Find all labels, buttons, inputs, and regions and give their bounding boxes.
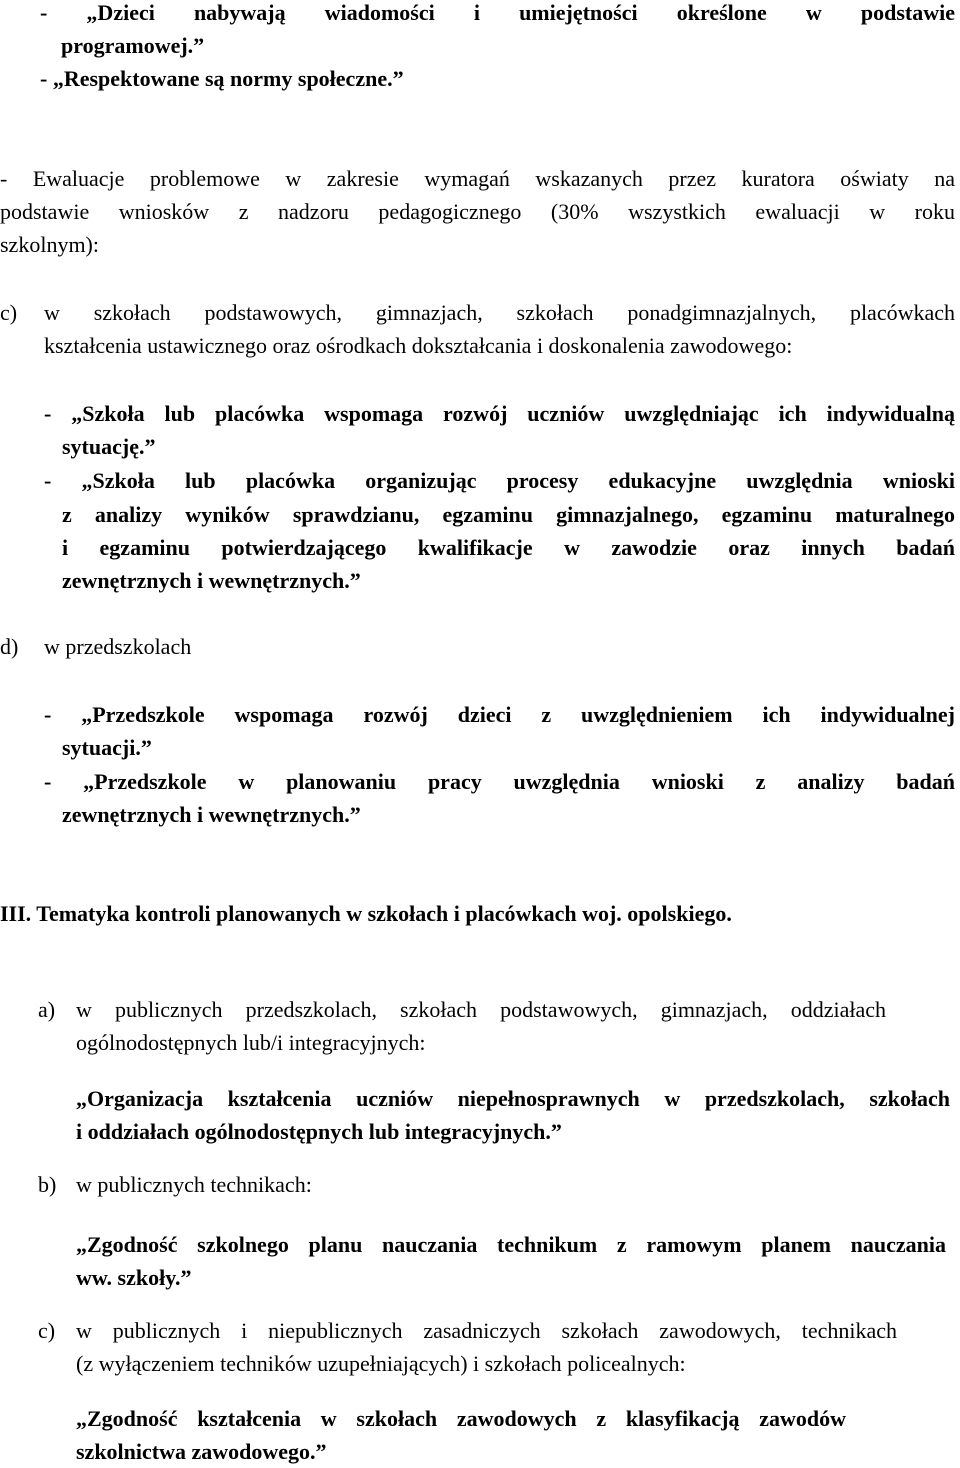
bullet-respektowane [40, 62, 955, 95]
section-iii-item-a-line1: w publicznych przedszkolach, szkołach podstawowych, gimnazjach, oddziałach [76, 997, 886, 1022]
problem-eval-line3: szkolnym): [0, 232, 99, 257]
section-iii-item-c-marker: c) [38, 1318, 56, 1343]
section-iii-item-a-topic-line1: „Organizacja kształcenia uczniów niepełnosprawnych w przedszkolach, szkołach [76, 1086, 950, 1111]
item-c-bullet-2-line3: i egzaminu potwierdzającego kwalifikacje w zawodzie oraz innych badań [62, 535, 955, 560]
item-d-bullet-2-line1: - „Przedszkole w planowaniu pracy uwzględnia wnioski z analizy badań [44, 769, 955, 794]
bullet-dzieci-line1: - „Dzieci nabywają wiadomości i umiejętności określone w podstawie [40, 0, 955, 25]
problem-eval-line2-normal: (30% wszystkich ewaluacji w roku [521, 199, 955, 224]
item-d-bullet-1-cont [62, 731, 955, 764]
section-iii-item-b-topic-line1: „Zgodność szkolnego planu nauczania technikum z ramowym planem nauczania [76, 1232, 946, 1257]
item-d-line1: w przedszkolach [44, 634, 192, 659]
section-iii-item-c-topic [76, 1402, 846, 1468]
section-iii-item-a-text [76, 993, 886, 1059]
item-d-text [44, 630, 955, 663]
section-iii-item-b-topic [76, 1228, 946, 1294]
problem-eval-line2: podstawie wniosków z nadzoru pedagogicznego [0, 199, 522, 224]
section-iii-heading [0, 897, 955, 930]
section-iii-item-c-topic-line1: „Zgodność kształcenia w szkołach zawodowych z klasyfikacją zawodów [76, 1406, 846, 1431]
bullet-dzieci [40, 0, 955, 29]
item-c-bullet-2-line2: z analizy wyników sprawdzianu, egzaminu gimnazjalnego, egzaminu maturalnego [62, 502, 955, 527]
item-d-marker: d) [0, 634, 19, 659]
section-iii-item-c-line1: w publicznych i niepublicznych zasadniczych szkołach zawodowych, technikach [76, 1318, 897, 1343]
item-c-bullet-1-cont [62, 430, 955, 463]
item-c-bullet-2-line1: - „Szkoła lub placówka organizując procesy edukacyjne uwzględnia wnioski [44, 468, 955, 493]
item-c-marker: c) [0, 300, 18, 325]
section-iii-item-b-marker: b) [38, 1172, 57, 1197]
item-d-bullet-2-line2: zewnętrznych i wewnętrznych.” [62, 802, 361, 827]
problem-eval-line1: - Ewaluacje problemowe w zakresie wymagań wskazanych przez kuratora oświaty na [0, 166, 955, 191]
item-c-bullet-2-cont [62, 498, 955, 597]
bullet-dzieci-line2: programowej.” [61, 33, 205, 58]
section-iii-item-b-text [76, 1168, 886, 1201]
section-iii-item-c-line2: (z wyłączeniem techników uzupełniających) i szkołach policealnych: [76, 1351, 686, 1376]
item-d-bullet-1-line2: sytuacji.” [62, 735, 152, 760]
item-c-bullet-1 [44, 397, 955, 430]
section-iii-item-b-line1: w publicznych technikach: [76, 1172, 312, 1197]
bullet-dzieci-cont [61, 29, 955, 62]
section-iii-item-a-topic-line2: i oddziałach ogólnodostępnych lub integracyjnych.” [76, 1119, 562, 1144]
item-c-line2: kształcenia ustawicznego oraz ośrodkach dokształcania i doskonalenia zawodowego: [44, 333, 793, 358]
problem-evaluation-intro [0, 162, 955, 261]
item-c-text [44, 296, 955, 362]
section-iii-item-b-topic-line2: ww. szkoły.” [76, 1265, 192, 1290]
section-iii-heading-text: III. Tematyka kontroli planowanych w szkołach i placówkach woj. opolskiego. [0, 901, 732, 926]
section-iii-item-c-text [76, 1314, 897, 1380]
item-d-bullet-2-cont [62, 798, 955, 831]
item-c-bullet-1-line1: - „Szkoła lub placówka wspomaga rozwój uczniów uwzględniając ich indywidualną [44, 401, 955, 426]
item-d-bullet-2 [44, 765, 955, 798]
item-c-bullet-1-line2: sytuację.” [62, 434, 156, 459]
item-d-bullet-1 [44, 698, 955, 731]
item-c-bullet-2 [44, 464, 955, 497]
item-c-line1: w szkołach podstawowych, gimnazjach, szkołach ponadgimnazjalnych, placówkach [44, 300, 955, 325]
section-iii-item-a-line2: ogólnodostępnych lub/i integracyjnych: [76, 1030, 426, 1055]
item-c-bullet-2-line4: zewnętrznych i wewnętrznych.” [62, 568, 361, 593]
item-d-bullet-1-line1: - „Przedszkole wspomaga rozwój dzieci z uwzględnieniem ich indywidualnej [44, 702, 955, 727]
section-iii-item-a-topic [76, 1082, 950, 1148]
bullet-respektowane-line1: - „Respektowane są normy społeczne.” [40, 66, 404, 91]
section-iii-item-a-marker: a) [38, 997, 56, 1022]
section-iii-item-c-topic-line2: szkolnictwa zawodowego.” [76, 1439, 327, 1464]
